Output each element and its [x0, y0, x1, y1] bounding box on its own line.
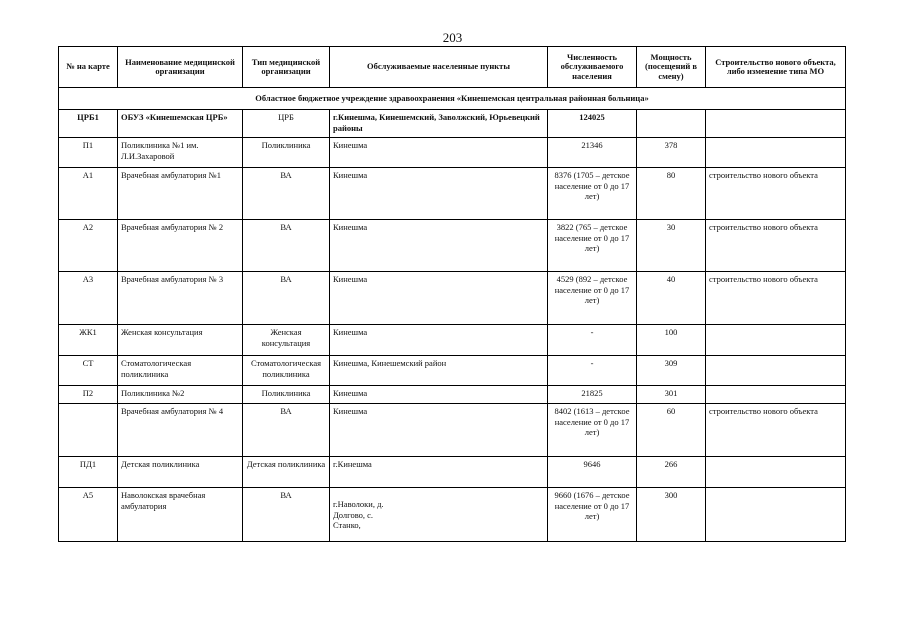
cell-org-type: Стоматологическая поликлиника — [243, 356, 330, 386]
cell-population: - — [548, 325, 637, 356]
cell-map-number: ЦРБ1 — [59, 110, 118, 138]
cell-capacity: 60 — [637, 404, 706, 457]
header-population: Численность обслуживаемого населения — [548, 47, 637, 88]
cell-map-number: А3 — [59, 272, 118, 325]
cell-org-name: Детская поликлиника — [118, 457, 243, 488]
cell-population: 21825 — [548, 386, 637, 404]
cell-capacity: 80 — [637, 168, 706, 220]
cell-org-type: ВА — [243, 220, 330, 272]
cell-settlements: Кинешма — [330, 168, 548, 220]
cell-capacity: 40 — [637, 272, 706, 325]
table-row — [59, 110, 846, 138]
cell-map-number: СТ — [59, 356, 118, 386]
cell-capacity: 100 — [637, 325, 706, 356]
cell-org-type: ВА — [243, 488, 330, 542]
table-row — [59, 138, 846, 168]
cell-org-name: Поликлиника №2 — [118, 386, 243, 404]
header-org-type: Тип медицинской организации — [243, 47, 330, 88]
header-org-name: Наименование медицинской организации — [118, 47, 243, 88]
header-map-number: № на карте — [59, 47, 118, 88]
cell-construction: строительство нового объекта — [706, 404, 846, 457]
cell-org-name: Стоматологическая поликлиника — [118, 356, 243, 386]
cell-org-name: Врачебная амбулатория № 2 — [118, 220, 243, 272]
cell-settlements: Кинешма — [330, 325, 548, 356]
cell-settlements: г.Кинешма, Кинешемский, Заволжский, Юрьевецкий районы — [330, 110, 548, 138]
cell-construction: строительство нового объекта — [706, 168, 846, 220]
cell-construction: строительство нового объекта — [706, 272, 846, 325]
cell-org-name: Врачебная амбулатория № 3 — [118, 272, 243, 325]
cell-population: 3822 (765 – детское население от 0 до 17 лет) — [548, 220, 637, 272]
cell-construction — [706, 110, 846, 138]
cell-settlements: Кинешма — [330, 220, 548, 272]
cell-population: 4529 (892 – детское население от 0 до 17 лет) — [548, 272, 637, 325]
cell-population: - — [548, 356, 637, 386]
cell-population: 9660 (1676 – детское население от 0 до 17 лет) — [548, 488, 637, 542]
cell-construction: строительство нового объекта — [706, 220, 846, 272]
cell-org-name: Женская консультация — [118, 325, 243, 356]
table-row — [59, 325, 846, 356]
table-row — [59, 457, 846, 488]
page-number: 203 — [442, 30, 463, 45]
cell-capacity: 301 — [637, 386, 706, 404]
cell-map-number: П1 — [59, 138, 118, 168]
header-capacity: Мощность (посещений в смену) — [637, 47, 706, 88]
facilities-table — [58, 46, 846, 542]
cell-map-number: А2 — [59, 220, 118, 272]
cell-org-type: ВА — [243, 168, 330, 220]
cell-org-name: Врачебная амбулатория №1 — [118, 168, 243, 220]
cell-map-number: А1 — [59, 168, 118, 220]
cell-construction — [706, 488, 846, 542]
cell-settlements: Кинешма — [330, 404, 548, 457]
cell-map-number: П2 — [59, 386, 118, 404]
cell-settlements: Кинешма — [330, 138, 548, 168]
cell-population: 124025 — [548, 110, 637, 138]
org-heading: Областное бюджетное учреждение здравоохранения «Кинешемская центральная районная больница» — [59, 88, 846, 110]
table-row — [59, 386, 846, 404]
cell-org-name: ОБУЗ «Кинешемская ЦРБ» — [118, 110, 243, 138]
table-row — [59, 220, 846, 272]
cell-map-number: ЖК1 — [59, 325, 118, 356]
cell-map-number: А5 — [59, 488, 118, 542]
cell-org-type: Женская консультация — [243, 325, 330, 356]
cell-capacity: 378 — [637, 138, 706, 168]
cell-construction — [706, 138, 846, 168]
table-row — [59, 168, 846, 220]
cell-org-type: ВА — [243, 272, 330, 325]
cell-capacity: 266 — [637, 457, 706, 488]
cell-org-name: Наволокская врачебная амбулатория — [118, 488, 243, 542]
cell-org-type: ЦРБ — [243, 110, 330, 138]
cell-construction — [706, 386, 846, 404]
cell-settlements: г.Наволоки, д. Долгово, с. Станко, — [330, 488, 548, 542]
cell-org-name: Врачебная амбулатория № 4 — [118, 404, 243, 457]
table-row — [59, 404, 846, 457]
cell-org-type: Поликлиника — [243, 386, 330, 404]
cell-construction — [706, 457, 846, 488]
cell-settlements: Кинешма — [330, 272, 548, 325]
cell-construction — [706, 325, 846, 356]
cell-construction — [706, 356, 846, 386]
cell-map-number — [59, 404, 118, 457]
cell-settlements: Кинешма — [330, 386, 548, 404]
cell-capacity: 300 — [637, 488, 706, 542]
cell-org-type: ВА — [243, 404, 330, 457]
cell-settlements: г.Кинешма — [330, 457, 548, 488]
table-header-row — [59, 47, 846, 88]
cell-population: 8376 (1705 – детское население от 0 до 17 лет) — [548, 168, 637, 220]
org-heading-row — [59, 88, 846, 110]
cell-capacity: 309 — [637, 356, 706, 386]
header-construction: Строительство нового объекта, либо изменение типа МО — [706, 47, 846, 88]
cell-settlements: Кинешма, Кинешемский район — [330, 356, 548, 386]
table-row — [59, 356, 846, 386]
cell-population: 9646 — [548, 457, 637, 488]
cell-map-number: ПД1 — [59, 457, 118, 488]
cell-population: 8402 (1613 – детское население от 0 до 17 лет) — [548, 404, 637, 457]
header-settlements: Обслуживаемые населенные пункты — [330, 47, 548, 88]
cell-org-type: Детская поликлиника — [243, 457, 330, 488]
cell-population: 21346 — [548, 138, 637, 168]
cell-capacity — [637, 110, 706, 138]
cell-org-type: Поликлиника — [243, 138, 330, 168]
cell-capacity: 30 — [637, 220, 706, 272]
cell-org-name: Поликлиника №1 им. Л.И.Захаровой — [118, 138, 243, 168]
table-row — [59, 272, 846, 325]
table-row — [59, 488, 846, 542]
